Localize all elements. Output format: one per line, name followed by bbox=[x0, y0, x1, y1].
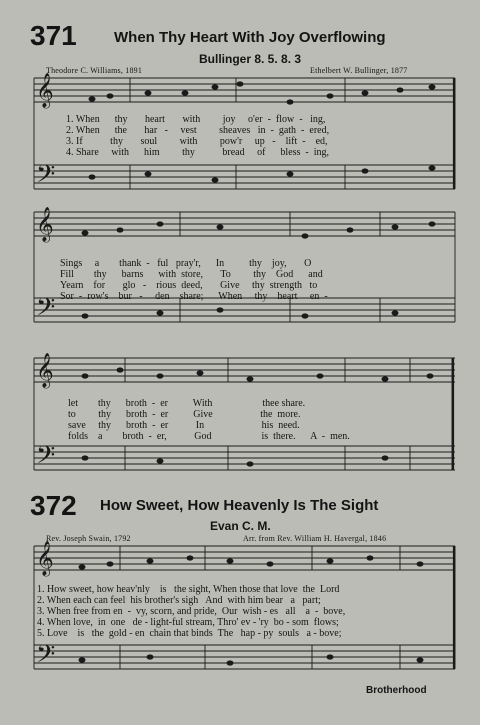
hymn-title: When Thy Heart With Joy Overflowing bbox=[114, 29, 386, 46]
tune-name: Evan C. M. bbox=[210, 519, 271, 533]
svg-text:𝄞: 𝄞 bbox=[36, 353, 54, 388]
verse-line: 3. When free from en - vy, scorn, and pride, Our wish - es all a - bove, bbox=[37, 606, 346, 617]
author-credit: Rev. Joseph Swain, 1792 bbox=[46, 534, 131, 543]
verse-line: 4. Share with him thy bread of bless - ing, bbox=[66, 147, 330, 158]
category-label: Brotherhood bbox=[366, 685, 427, 696]
svg-text:𝄞: 𝄞 bbox=[36, 207, 54, 242]
verse-line: 1. How sweet, how heav'nly is the sight, When those that love the Lord bbox=[37, 584, 340, 595]
hymn-title: How Sweet, How Heavenly Is The Sight bbox=[100, 497, 379, 514]
hymn-number: 371 bbox=[30, 20, 77, 51]
composer-credit: Ethelbert W. Bullinger, 1877 bbox=[310, 66, 408, 75]
hymn-number: 372 bbox=[30, 490, 77, 521]
verse-line: Fill thy barns with store, To thy God and bbox=[60, 269, 323, 280]
svg-text:𝄞: 𝄞 bbox=[36, 73, 54, 108]
verse-line: 2. When each can feel his brother's sigh And with him bear a part; bbox=[37, 595, 321, 606]
verse-line: 2. When the har - vest sheaves in - gath - ered, bbox=[66, 125, 330, 136]
verse-line: Sor - row's bur - den share; When thy heart en - bbox=[60, 291, 328, 302]
svg-text:𝄞: 𝄞 bbox=[36, 541, 54, 576]
verse-line: Sings a thank - ful pray'r, In thy joy, O bbox=[60, 258, 312, 269]
verse-line: 4. When love, in one de - light-ful stream, Thro' ev - 'ry bo - som flows; bbox=[37, 617, 339, 628]
tune-name: Bullinger 8. 5. 8. 3 bbox=[199, 52, 302, 66]
svg-text:𝄢: 𝄢 bbox=[36, 293, 56, 328]
svg-text:𝄢: 𝄢 bbox=[36, 160, 56, 195]
author-credit: Theodore C. Williams, 1891 bbox=[46, 66, 143, 75]
composer-credit: Arr. from Rev. William H. Havergal, 1846 bbox=[243, 534, 387, 543]
verse-line: 3. If thy soul with pow'r up - lift - ed, bbox=[66, 136, 328, 147]
verse-line: 5. Love is the gold - en chain that binds The hap - py souls a - bove; bbox=[37, 628, 342, 639]
verse-line: let thy broth - er With thee share. bbox=[68, 398, 306, 409]
svg-text:𝄢: 𝄢 bbox=[36, 640, 56, 675]
svg-text:𝄢: 𝄢 bbox=[36, 441, 56, 476]
verse-line: save thy broth - er In his need. bbox=[68, 420, 300, 431]
verse-line: 1. When thy heart with joy o'er - flow - ing, bbox=[66, 114, 326, 125]
verse-line: folds a broth - er, God is there. A - men. bbox=[68, 431, 350, 442]
verse-line: to thy broth - er Give the more. bbox=[68, 409, 301, 420]
verse-line: Yearn for glo - rious deed, Give thy strength to bbox=[60, 280, 318, 291]
